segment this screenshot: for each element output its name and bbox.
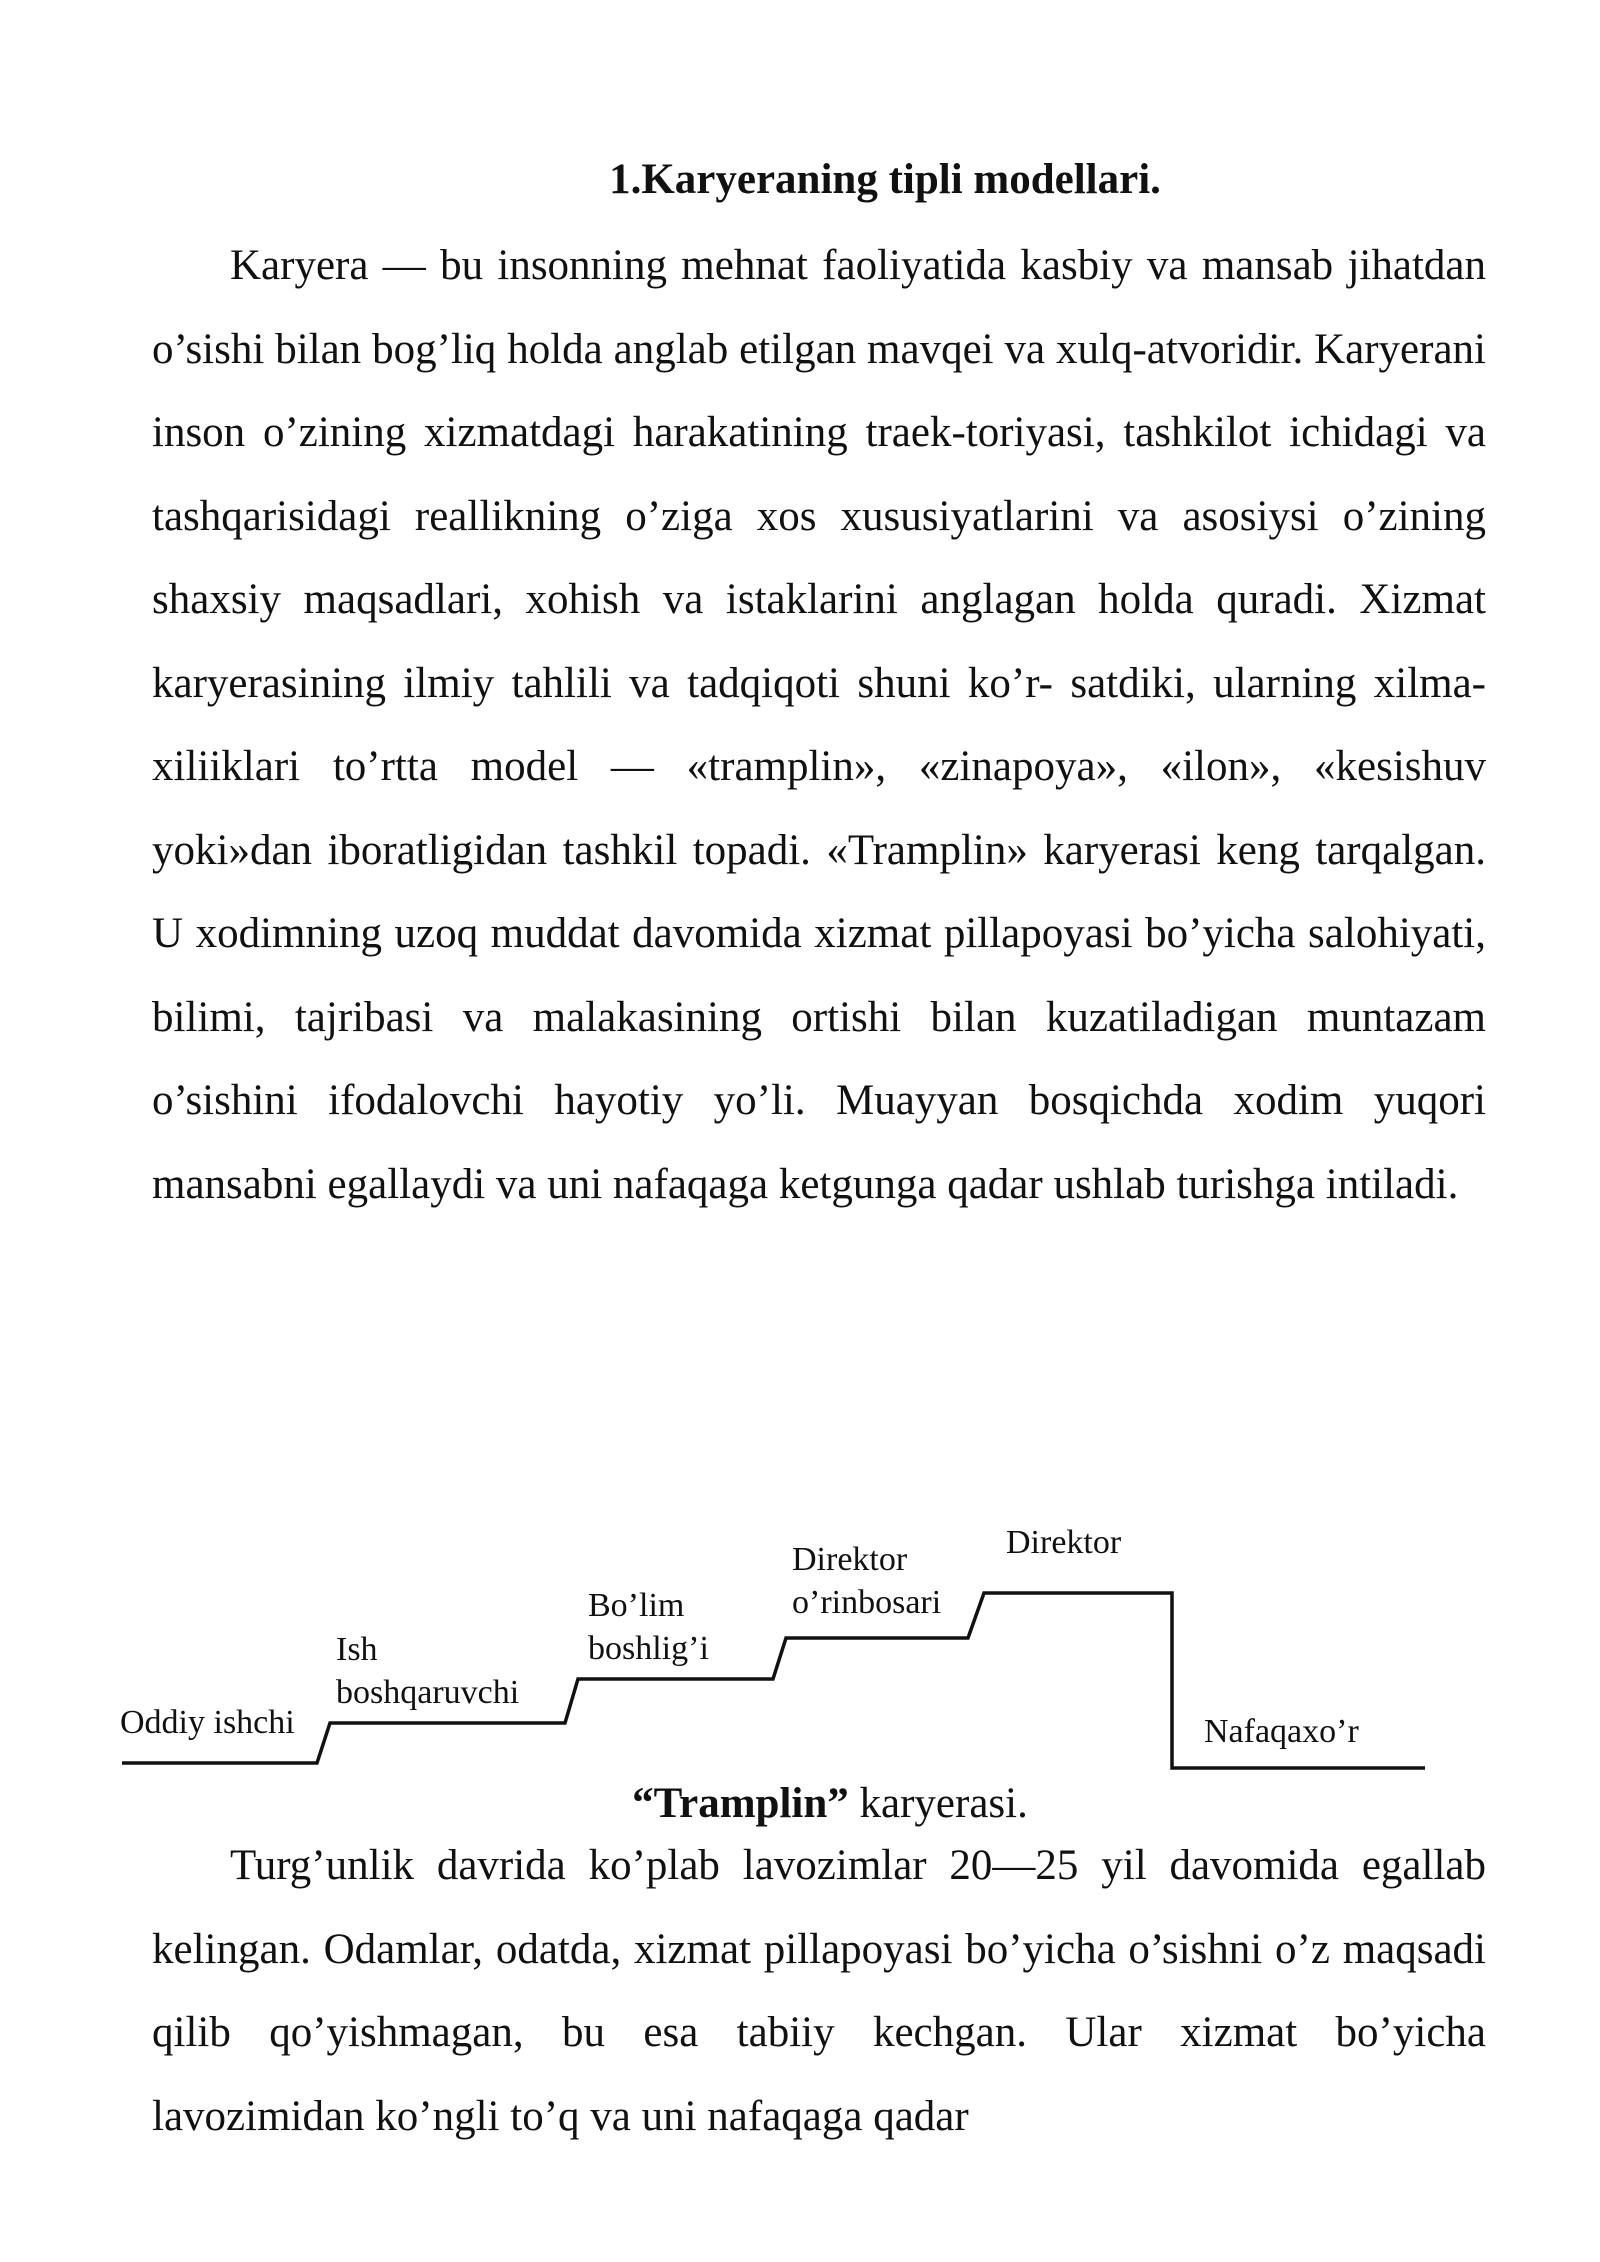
paragraph-intro-text: Karyera — bu insonning mehnat faoliyatida kasbiy va mansab jihatdan o’sishi bilan bog’liq holda anglab etilgan mavqei va xulq-atvoridir. Karyerani inson o’zining xizmatdagi harakatining traek-toriyasi, tashkilot ichidagi va tashqarisidagi reallikning o’ziga xos xususiyatlarini va asosiysi o’zining shaxsiy maqsadlari, xohish va istaklarini anglagan holda quradi. Xizmat karyerasining ilmiy tahlili va tadqiqoti shuni ko’r- satdiki, ularning xilma-xiliiklari to’rtta model — «tramplin», «zinapoya», «ilon», «kesishuv yoki»dan iboratligidan tashkil topadi. «Tramplin» karyerasi keng tarqalgan. U xodimning uzoq muddat davomida xizmat pillapoyasi bo’yicha salohiyati, bilimi, tajribasi va malakasining ortishi bilan kuzatiladigan muntazam o’sishini ifodalovchi hayotiy yo’li. Muayyan bosqichda xodim yuqori mansabni egallaydi va uni nafaqaga ketgunga qadar ushlab turishga intiladi.	[152, 242, 1486, 1208]
label-direktor: Direktor	[1006, 1524, 1122, 1561]
paragraph-stagnation-text: Turg’unlik davrida ko’plab lavozimlar 20—25 yil davomida egallab kelingan. Odamlar, odatda, xizmat pillapoyasi bo’yicha o’sishni o’z maqsadi qilib qo’yishmagan, bu esa tabiiy kechgan. Ular xizmat bo’yicha lavozimidan ko’ngli to’q va uni nafaqaga qadar	[152, 1842, 1486, 2140]
label-ish-boshqaruvchi-line-1: Ish	[336, 1631, 378, 1668]
diagram-caption-rest: karyerasi.	[848, 1780, 1028, 1827]
label-direktor-orinbosari-line-1: Direktor	[792, 1541, 908, 1578]
label-nafaqaxor: Nafaqaxo’r	[1204, 1713, 1359, 1750]
paragraph-stagnation	[152, 1824, 1486, 2158]
tramplin-career-diagram	[0, 1500, 1600, 1790]
diagram-caption-bold: “Tramplin”	[632, 1780, 849, 1827]
label-oddiy-ishchi: Oddiy ishchi	[120, 1704, 295, 1741]
section-heading: 1.Karyeraning tipli modellari.	[609, 156, 1161, 203]
label-direktor-orinbosari-line-2: o’rinbosari	[792, 1584, 942, 1621]
label-bolim-boshligi-line-1: Bo’lim	[588, 1587, 685, 1624]
paragraph-intro	[152, 224, 1486, 1226]
label-ish-boshqaruvchi-line-2: boshqaruvchi	[336, 1674, 520, 1711]
label-bolim-boshligi-line-2: boshlig’i	[588, 1630, 709, 1667]
